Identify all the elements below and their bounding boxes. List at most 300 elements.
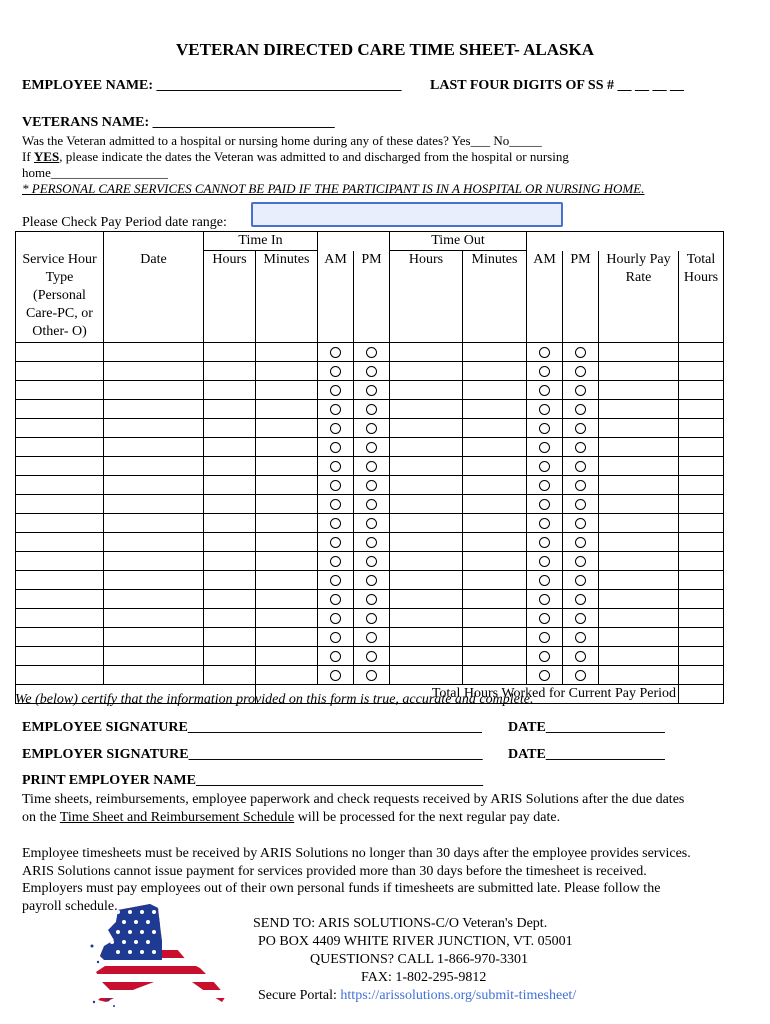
in-minutes-cell[interactable] (256, 647, 318, 666)
out-minutes-cell[interactable] (463, 495, 527, 514)
out-minutes-cell[interactable] (463, 552, 527, 571)
in-minutes-cell[interactable] (256, 514, 318, 533)
out-hours-cell[interactable] (390, 666, 463, 685)
out-am-radio[interactable] (527, 590, 563, 609)
out-am-radio[interactable] (527, 419, 563, 438)
in-hours-cell[interactable] (204, 533, 256, 552)
in-minutes-cell[interactable] (256, 495, 318, 514)
in-hours-cell[interactable] (204, 438, 256, 457)
out-pm-radio[interactable] (563, 419, 599, 438)
total-hours-cell[interactable] (679, 419, 724, 438)
radio-circle-icon[interactable] (539, 366, 550, 377)
in-hours-cell[interactable] (204, 666, 256, 685)
service-type-cell[interactable] (16, 647, 104, 666)
in-am-radio[interactable] (318, 533, 354, 552)
print-employer-name[interactable]: PRINT EMPLOYER NAME_________________________________________ (22, 773, 483, 788)
out-pm-radio[interactable] (563, 552, 599, 571)
veterans-name-label[interactable]: VETERANS NAME: __________________________ (22, 115, 335, 130)
out-am-radio[interactable] (527, 647, 563, 666)
in-pm-radio[interactable] (354, 438, 390, 457)
radio-circle-icon[interactable] (366, 461, 377, 472)
radio-circle-icon[interactable] (539, 385, 550, 396)
radio-circle-icon[interactable] (366, 651, 377, 662)
radio-circle-icon[interactable] (539, 613, 550, 624)
radio-circle-icon[interactable] (330, 670, 341, 681)
in-pm-radio[interactable] (354, 495, 390, 514)
employer-signature[interactable]: EMPLOYER SIGNATURE__________________________________________ (22, 747, 483, 762)
in-pm-radio[interactable] (354, 628, 390, 647)
hourly-rate-cell[interactable] (599, 628, 679, 647)
date-cell[interactable] (104, 609, 204, 628)
radio-circle-icon[interactable] (330, 442, 341, 453)
radio-circle-icon[interactable] (575, 575, 586, 586)
service-type-cell[interactable] (16, 552, 104, 571)
date-cell[interactable] (104, 590, 204, 609)
radio-circle-icon[interactable] (539, 594, 550, 605)
date-cell[interactable] (104, 457, 204, 476)
in-am-radio[interactable] (318, 647, 354, 666)
service-type-cell[interactable] (16, 590, 104, 609)
out-pm-radio[interactable] (563, 476, 599, 495)
schedule-link[interactable]: Time Sheet and Reimbursement Schedule (59, 810, 295, 825)
in-minutes-cell[interactable] (256, 628, 318, 647)
out-minutes-cell[interactable] (463, 381, 527, 400)
in-am-radio[interactable] (318, 609, 354, 628)
total-worked-cell[interactable] (679, 685, 724, 704)
radio-circle-icon[interactable] (575, 461, 586, 472)
out-pm-radio[interactable] (563, 609, 599, 628)
radio-circle-icon[interactable] (539, 442, 550, 453)
service-type-cell[interactable] (16, 400, 104, 419)
total-hours-cell[interactable] (679, 647, 724, 666)
out-minutes-cell[interactable] (463, 590, 527, 609)
radio-circle-icon[interactable] (539, 518, 550, 529)
in-minutes-cell[interactable] (256, 381, 318, 400)
in-pm-radio[interactable] (354, 609, 390, 628)
total-hours-cell[interactable] (679, 514, 724, 533)
total-hours-cell[interactable] (679, 628, 724, 647)
radio-circle-icon[interactable] (575, 537, 586, 548)
in-pm-radio[interactable] (354, 381, 390, 400)
in-am-radio[interactable] (318, 457, 354, 476)
hourly-rate-cell[interactable] (599, 647, 679, 666)
in-hours-cell[interactable] (204, 495, 256, 514)
out-hours-cell[interactable] (390, 571, 463, 590)
radio-circle-icon[interactable] (366, 480, 377, 491)
total-hours-cell[interactable] (679, 438, 724, 457)
in-am-radio[interactable] (318, 514, 354, 533)
radio-circle-icon[interactable] (575, 670, 586, 681)
radio-circle-icon[interactable] (366, 556, 377, 567)
in-minutes-cell[interactable] (256, 609, 318, 628)
out-hours-cell[interactable] (390, 628, 463, 647)
in-hours-cell[interactable] (204, 628, 256, 647)
out-hours-cell[interactable] (390, 362, 463, 381)
out-minutes-cell[interactable] (463, 400, 527, 419)
in-am-radio[interactable] (318, 476, 354, 495)
out-pm-radio[interactable] (563, 590, 599, 609)
in-pm-radio[interactable] (354, 514, 390, 533)
out-hours-cell[interactable] (390, 381, 463, 400)
out-pm-radio[interactable] (563, 362, 599, 381)
out-minutes-cell[interactable] (463, 343, 527, 362)
service-type-cell[interactable] (16, 609, 104, 628)
out-hours-cell[interactable] (390, 533, 463, 552)
total-hours-cell[interactable] (679, 609, 724, 628)
in-minutes-cell[interactable] (256, 419, 318, 438)
total-hours-cell[interactable] (679, 495, 724, 514)
out-am-radio[interactable] (527, 362, 563, 381)
out-pm-radio[interactable] (563, 514, 599, 533)
total-hours-cell[interactable] (679, 552, 724, 571)
radio-circle-icon[interactable] (575, 632, 586, 643)
radio-circle-icon[interactable] (330, 613, 341, 624)
date-cell[interactable] (104, 343, 204, 362)
total-hours-cell[interactable] (679, 362, 724, 381)
hourly-rate-cell[interactable] (599, 571, 679, 590)
in-pm-radio[interactable] (354, 571, 390, 590)
radio-circle-icon[interactable] (575, 594, 586, 605)
hourly-rate-cell[interactable] (599, 514, 679, 533)
total-hours-cell[interactable] (679, 476, 724, 495)
in-pm-radio[interactable] (354, 343, 390, 362)
radio-circle-icon[interactable] (366, 404, 377, 415)
out-hours-cell[interactable] (390, 400, 463, 419)
hourly-rate-cell[interactable] (599, 495, 679, 514)
hourly-rate-cell[interactable] (599, 533, 679, 552)
date-cell[interactable] (104, 400, 204, 419)
out-minutes-cell[interactable] (463, 533, 527, 552)
out-pm-radio[interactable] (563, 666, 599, 685)
out-hours-cell[interactable] (390, 419, 463, 438)
out-am-radio[interactable] (527, 476, 563, 495)
out-hours-cell[interactable] (390, 438, 463, 457)
out-hours-cell[interactable] (390, 495, 463, 514)
in-hours-cell[interactable] (204, 590, 256, 609)
radio-circle-icon[interactable] (330, 499, 341, 510)
date-cell[interactable] (104, 628, 204, 647)
in-minutes-cell[interactable] (256, 476, 318, 495)
service-type-cell[interactable] (16, 571, 104, 590)
radio-circle-icon[interactable] (330, 556, 341, 567)
out-minutes-cell[interactable] (463, 571, 527, 590)
radio-circle-icon[interactable] (575, 499, 586, 510)
out-am-radio[interactable] (527, 666, 563, 685)
employee-date[interactable]: DATE_________________ (508, 720, 665, 735)
radio-circle-icon[interactable] (575, 518, 586, 529)
radio-circle-icon[interactable] (366, 613, 377, 624)
radio-circle-icon[interactable] (330, 537, 341, 548)
radio-circle-icon[interactable] (330, 347, 341, 358)
out-minutes-cell[interactable] (463, 419, 527, 438)
hourly-rate-cell[interactable] (599, 666, 679, 685)
in-am-radio[interactable] (318, 666, 354, 685)
in-am-radio[interactable] (318, 438, 354, 457)
in-pm-radio[interactable] (354, 362, 390, 381)
in-am-radio[interactable] (318, 628, 354, 647)
date-cell[interactable] (104, 514, 204, 533)
out-am-radio[interactable] (527, 552, 563, 571)
radio-circle-icon[interactable] (366, 537, 377, 548)
radio-circle-icon[interactable] (539, 480, 550, 491)
hourly-rate-cell[interactable] (599, 590, 679, 609)
hourly-rate-cell[interactable] (599, 438, 679, 457)
out-hours-cell[interactable] (390, 476, 463, 495)
radio-circle-icon[interactable] (575, 442, 586, 453)
in-hours-cell[interactable] (204, 457, 256, 476)
service-type-cell[interactable] (16, 457, 104, 476)
in-pm-radio[interactable] (354, 590, 390, 609)
in-minutes-cell[interactable] (256, 533, 318, 552)
radio-circle-icon[interactable] (575, 423, 586, 434)
employee-name-label[interactable]: EMPLOYEE NAME: ___________________________________ (22, 78, 402, 93)
total-hours-cell[interactable] (679, 571, 724, 590)
out-minutes-cell[interactable] (463, 666, 527, 685)
service-type-cell[interactable] (16, 666, 104, 685)
ssn-label[interactable]: LAST FOUR DIGITS OF SS # __ __ __ __ (430, 78, 684, 93)
out-hours-cell[interactable] (390, 590, 463, 609)
total-hours-cell[interactable] (679, 381, 724, 400)
radio-circle-icon[interactable] (366, 366, 377, 377)
out-pm-radio[interactable] (563, 400, 599, 419)
service-type-cell[interactable] (16, 419, 104, 438)
radio-circle-icon[interactable] (539, 499, 550, 510)
date-cell[interactable] (104, 666, 204, 685)
in-hours-cell[interactable] (204, 571, 256, 590)
radio-circle-icon[interactable] (330, 404, 341, 415)
radio-circle-icon[interactable] (575, 556, 586, 567)
out-am-radio[interactable] (527, 438, 563, 457)
in-am-radio[interactable] (318, 381, 354, 400)
in-minutes-cell[interactable] (256, 362, 318, 381)
hourly-rate-cell[interactable] (599, 476, 679, 495)
service-type-cell[interactable] (16, 476, 104, 495)
radio-circle-icon[interactable] (575, 385, 586, 396)
in-minutes-cell[interactable] (256, 590, 318, 609)
out-hours-cell[interactable] (390, 552, 463, 571)
service-type-cell[interactable] (16, 438, 104, 457)
out-hours-cell[interactable] (390, 647, 463, 666)
radio-circle-icon[interactable] (539, 347, 550, 358)
date-cell[interactable] (104, 647, 204, 666)
radio-circle-icon[interactable] (366, 385, 377, 396)
out-pm-radio[interactable] (563, 438, 599, 457)
out-am-radio[interactable] (527, 609, 563, 628)
out-am-radio[interactable] (527, 495, 563, 514)
out-am-radio[interactable] (527, 400, 563, 419)
out-am-radio[interactable] (527, 628, 563, 647)
hourly-rate-cell[interactable] (599, 381, 679, 400)
employee-signature[interactable]: EMPLOYEE SIGNATURE__________________________________________ (22, 720, 482, 735)
out-hours-cell[interactable] (390, 343, 463, 362)
out-minutes-cell[interactable] (463, 438, 527, 457)
in-pm-radio[interactable] (354, 476, 390, 495)
radio-circle-icon[interactable] (539, 651, 550, 662)
in-am-radio[interactable] (318, 343, 354, 362)
radio-circle-icon[interactable] (539, 670, 550, 681)
hourly-rate-cell[interactable] (599, 552, 679, 571)
service-type-cell[interactable] (16, 381, 104, 400)
service-type-cell[interactable] (16, 628, 104, 647)
radio-circle-icon[interactable] (539, 404, 550, 415)
radio-circle-icon[interactable] (366, 594, 377, 605)
radio-circle-icon[interactable] (366, 518, 377, 529)
out-pm-radio[interactable] (563, 457, 599, 476)
hourly-rate-cell[interactable] (599, 457, 679, 476)
in-minutes-cell[interactable] (256, 400, 318, 419)
total-hours-cell[interactable] (679, 590, 724, 609)
in-pm-radio[interactable] (354, 666, 390, 685)
in-hours-cell[interactable] (204, 343, 256, 362)
in-hours-cell[interactable] (204, 419, 256, 438)
out-pm-radio[interactable] (563, 571, 599, 590)
in-am-radio[interactable] (318, 362, 354, 381)
in-pm-radio[interactable] (354, 647, 390, 666)
date-cell[interactable] (104, 552, 204, 571)
radio-circle-icon[interactable] (366, 423, 377, 434)
out-minutes-cell[interactable] (463, 609, 527, 628)
radio-circle-icon[interactable] (575, 366, 586, 377)
radio-circle-icon[interactable] (539, 556, 550, 567)
in-pm-radio[interactable] (354, 552, 390, 571)
service-type-cell[interactable] (16, 533, 104, 552)
out-pm-radio[interactable] (563, 343, 599, 362)
radio-circle-icon[interactable] (330, 461, 341, 472)
out-minutes-cell[interactable] (463, 362, 527, 381)
in-hours-cell[interactable] (204, 647, 256, 666)
out-am-radio[interactable] (527, 381, 563, 400)
service-type-cell[interactable] (16, 514, 104, 533)
radio-circle-icon[interactable] (366, 442, 377, 453)
total-hours-cell[interactable] (679, 666, 724, 685)
service-type-cell[interactable] (16, 495, 104, 514)
out-pm-radio[interactable] (563, 495, 599, 514)
in-am-radio[interactable] (318, 495, 354, 514)
hourly-rate-cell[interactable] (599, 419, 679, 438)
in-hours-cell[interactable] (204, 514, 256, 533)
date-cell[interactable] (104, 476, 204, 495)
in-minutes-cell[interactable] (256, 571, 318, 590)
radio-circle-icon[interactable] (539, 537, 550, 548)
in-am-radio[interactable] (318, 590, 354, 609)
radio-circle-icon[interactable] (330, 366, 341, 377)
radio-circle-icon[interactable] (366, 499, 377, 510)
service-type-cell[interactable] (16, 343, 104, 362)
radio-circle-icon[interactable] (539, 632, 550, 643)
in-am-radio[interactable] (318, 400, 354, 419)
in-am-radio[interactable] (318, 571, 354, 590)
radio-circle-icon[interactable] (330, 594, 341, 605)
hourly-rate-cell[interactable] (599, 609, 679, 628)
radio-circle-icon[interactable] (539, 423, 550, 434)
in-minutes-cell[interactable] (256, 457, 318, 476)
employer-date[interactable]: DATE_________________ (508, 747, 665, 762)
hourly-rate-cell[interactable] (599, 362, 679, 381)
radio-circle-icon[interactable] (575, 404, 586, 415)
out-pm-radio[interactable] (563, 647, 599, 666)
out-am-radio[interactable] (527, 457, 563, 476)
out-hours-cell[interactable] (390, 457, 463, 476)
radio-circle-icon[interactable] (330, 385, 341, 396)
in-hours-cell[interactable] (204, 362, 256, 381)
radio-circle-icon[interactable] (539, 575, 550, 586)
date-cell[interactable] (104, 438, 204, 457)
radio-circle-icon[interactable] (366, 632, 377, 643)
total-hours-cell[interactable] (679, 400, 724, 419)
total-hours-cell[interactable] (679, 343, 724, 362)
in-minutes-cell[interactable] (256, 552, 318, 571)
in-pm-radio[interactable] (354, 400, 390, 419)
in-hours-cell[interactable] (204, 476, 256, 495)
out-minutes-cell[interactable] (463, 457, 527, 476)
in-am-radio[interactable] (318, 419, 354, 438)
hourly-rate-cell[interactable] (599, 343, 679, 362)
out-hours-cell[interactable] (390, 609, 463, 628)
in-pm-radio[interactable] (354, 533, 390, 552)
date-cell[interactable] (104, 381, 204, 400)
radio-circle-icon[interactable] (366, 575, 377, 586)
in-hours-cell[interactable] (204, 552, 256, 571)
out-am-radio[interactable] (527, 533, 563, 552)
in-hours-cell[interactable] (204, 609, 256, 628)
radio-circle-icon[interactable] (575, 613, 586, 624)
radio-circle-icon[interactable] (330, 480, 341, 491)
date-cell[interactable] (104, 362, 204, 381)
pay-period-field[interactable] (251, 202, 563, 227)
home-line[interactable]: home__________________ (22, 165, 168, 180)
service-type-cell[interactable] (16, 362, 104, 381)
radio-circle-icon[interactable] (575, 480, 586, 491)
in-minutes-cell[interactable] (256, 666, 318, 685)
in-minutes-cell[interactable] (256, 343, 318, 362)
total-hours-cell[interactable] (679, 457, 724, 476)
total-hours-cell[interactable] (679, 533, 724, 552)
radio-circle-icon[interactable] (575, 347, 586, 358)
out-pm-radio[interactable] (563, 533, 599, 552)
in-minutes-cell[interactable] (256, 438, 318, 457)
in-hours-cell[interactable] (204, 381, 256, 400)
radio-circle-icon[interactable] (330, 651, 341, 662)
radio-circle-icon[interactable] (366, 670, 377, 681)
hourly-rate-cell[interactable] (599, 400, 679, 419)
date-cell[interactable] (104, 495, 204, 514)
portal-link[interactable]: https://arissolutions.org/submit-timesheet/ (340, 988, 577, 1003)
date-cell[interactable] (104, 571, 204, 590)
radio-circle-icon[interactable] (575, 651, 586, 662)
out-hours-cell[interactable] (390, 514, 463, 533)
out-am-radio[interactable] (527, 571, 563, 590)
in-am-radio[interactable] (318, 552, 354, 571)
in-pm-radio[interactable] (354, 419, 390, 438)
radio-circle-icon[interactable] (539, 461, 550, 472)
out-minutes-cell[interactable] (463, 628, 527, 647)
out-minutes-cell[interactable] (463, 647, 527, 666)
out-pm-radio[interactable] (563, 628, 599, 647)
radio-circle-icon[interactable] (366, 347, 377, 358)
radio-circle-icon[interactable] (330, 518, 341, 529)
out-pm-radio[interactable] (563, 381, 599, 400)
radio-circle-icon[interactable] (330, 575, 341, 586)
out-am-radio[interactable] (527, 343, 563, 362)
radio-circle-icon[interactable] (330, 423, 341, 434)
out-am-radio[interactable] (527, 514, 563, 533)
in-hours-cell[interactable] (204, 400, 256, 419)
date-cell[interactable] (104, 419, 204, 438)
date-cell[interactable] (104, 533, 204, 552)
out-minutes-cell[interactable] (463, 476, 527, 495)
radio-circle-icon[interactable] (330, 632, 341, 643)
out-minutes-cell[interactable] (463, 514, 527, 533)
